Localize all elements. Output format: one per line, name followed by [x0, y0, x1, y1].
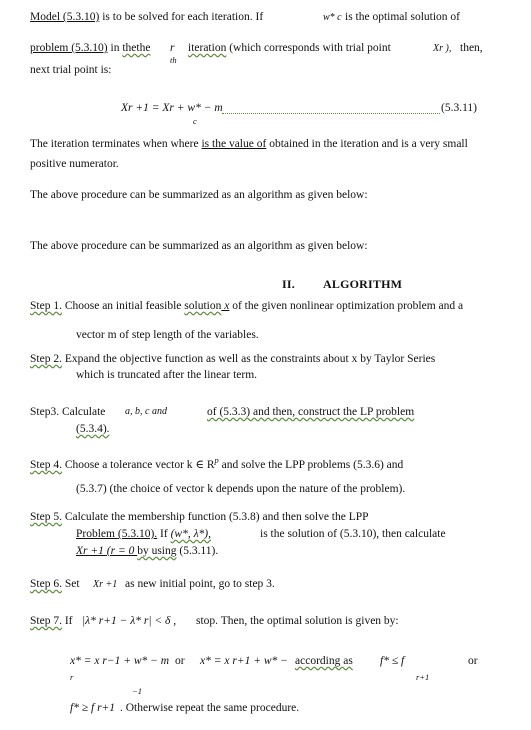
- step2-line1: Step 2. Expand the objective function as well as the constraints about x by Taylor Series: [30, 353, 436, 365]
- step3-symbols: a, b, c and: [125, 406, 167, 417]
- step7-condition: |λ* r+1 − λ* r| < δ ,: [82, 615, 177, 627]
- step7-solution-1: x* = x r−1 + w* − m: [70, 655, 170, 667]
- step3-line1-end: of (5.3.3) and then, construct the LP problem: [207, 406, 415, 418]
- para1-line1-end: is the optimal solution of: [345, 11, 460, 23]
- step2-line2: which is truncated after the linear term.: [76, 369, 258, 381]
- step7-sub-minus1: −1: [132, 686, 142, 696]
- step7-according-as: according as: [295, 655, 353, 667]
- equation-leader: [222, 113, 440, 114]
- equation-number: (5.3.11): [441, 102, 477, 114]
- para1-line3: next trial point is:: [30, 64, 112, 76]
- step6-line: Step 6. Set: [30, 578, 80, 590]
- para2-line2: positive numerator.: [30, 158, 119, 170]
- eq-ref-5-3-10: (5.3.10): [62, 11, 100, 23]
- section-number: II.: [282, 277, 295, 291]
- symbol-xr: Xr ),: [433, 43, 452, 54]
- symbol-r: r: [170, 42, 175, 54]
- step7-solution-2: x* = x r+1 + w* −: [200, 655, 288, 667]
- para2-line1: The iteration terminates when where is the value of obtained in the iteration and is a very small: [30, 138, 468, 150]
- model-ref: Model: [30, 11, 63, 23]
- equation-sub-c: c: [193, 116, 197, 126]
- para4: The above procedure can be summarized as an algorithm as given below:: [30, 240, 368, 252]
- step6-symbol: Xr +1: [93, 579, 118, 590]
- step5-line2-end: is the solution of (5.3.10), then calculate: [260, 528, 446, 540]
- step7-sub-r1: r+1: [416, 672, 430, 682]
- para3: The above procedure can be summarized as an algorithm as given below:: [30, 189, 368, 201]
- step5-line2: Problem (5.3.10). If (w*, λ*),: [76, 528, 212, 540]
- step7-otherwise: . Otherwise repeat the same procedure.: [120, 702, 300, 714]
- step7-line1: Step 7. If: [30, 615, 73, 627]
- step5-line1: Step 5. Calculate the membership function (5.3.8) and then solve the LPP: [30, 511, 369, 523]
- step5-line3: Xr +1 (r = 0 by using (5.3.11).: [76, 545, 219, 557]
- section-title: ALGORITHM: [323, 277, 403, 291]
- step3-line2: (5.3.4).: [76, 423, 110, 435]
- step4-line2: (5.3.7) (the choice of vector k depends upon the nature of the problem).: [76, 483, 406, 495]
- step7-or-2: or: [468, 655, 478, 667]
- step1-line1: Step 1. Choose an initial feasible solution x of the given nonlinear optimization problem and a: [30, 300, 464, 312]
- step4-line1: Step 4. Choose a tolerance vector k ∈ $R^p$ and solve the LPP problems (5.3.6) and: [30, 455, 404, 471]
- step7-line1-end: stop. Then, the optimal solution is given by:: [196, 615, 399, 627]
- step3-label: Step3. Calculate: [30, 406, 106, 418]
- para1-line2: problem (5.3.10) in thethe: [30, 42, 151, 54]
- para1-line2-mid: iteration (which corresponds with trial point: [188, 42, 391, 54]
- symbol-w-star-c: w* c: [323, 12, 342, 23]
- equation-5-3-11: Xr +1 = Xr + w* − m: [121, 102, 223, 114]
- para1-line1: Model (5.3.10) is to be solved for each iteration. If: [30, 11, 264, 23]
- para1-line2-end: then,: [460, 42, 483, 54]
- symbol-th: th: [170, 55, 177, 65]
- step7-sub-r: r: [70, 672, 74, 682]
- step7-or-1: or: [175, 655, 185, 667]
- step7-cond-1: f* ≤ f: [380, 655, 405, 667]
- step1-line2: vector m of step length of the variables.: [76, 329, 259, 341]
- step6-line-end: as new initial point, go to step 3.: [125, 578, 275, 590]
- step7-cond-2: f* ≥ f r+1: [70, 702, 116, 714]
